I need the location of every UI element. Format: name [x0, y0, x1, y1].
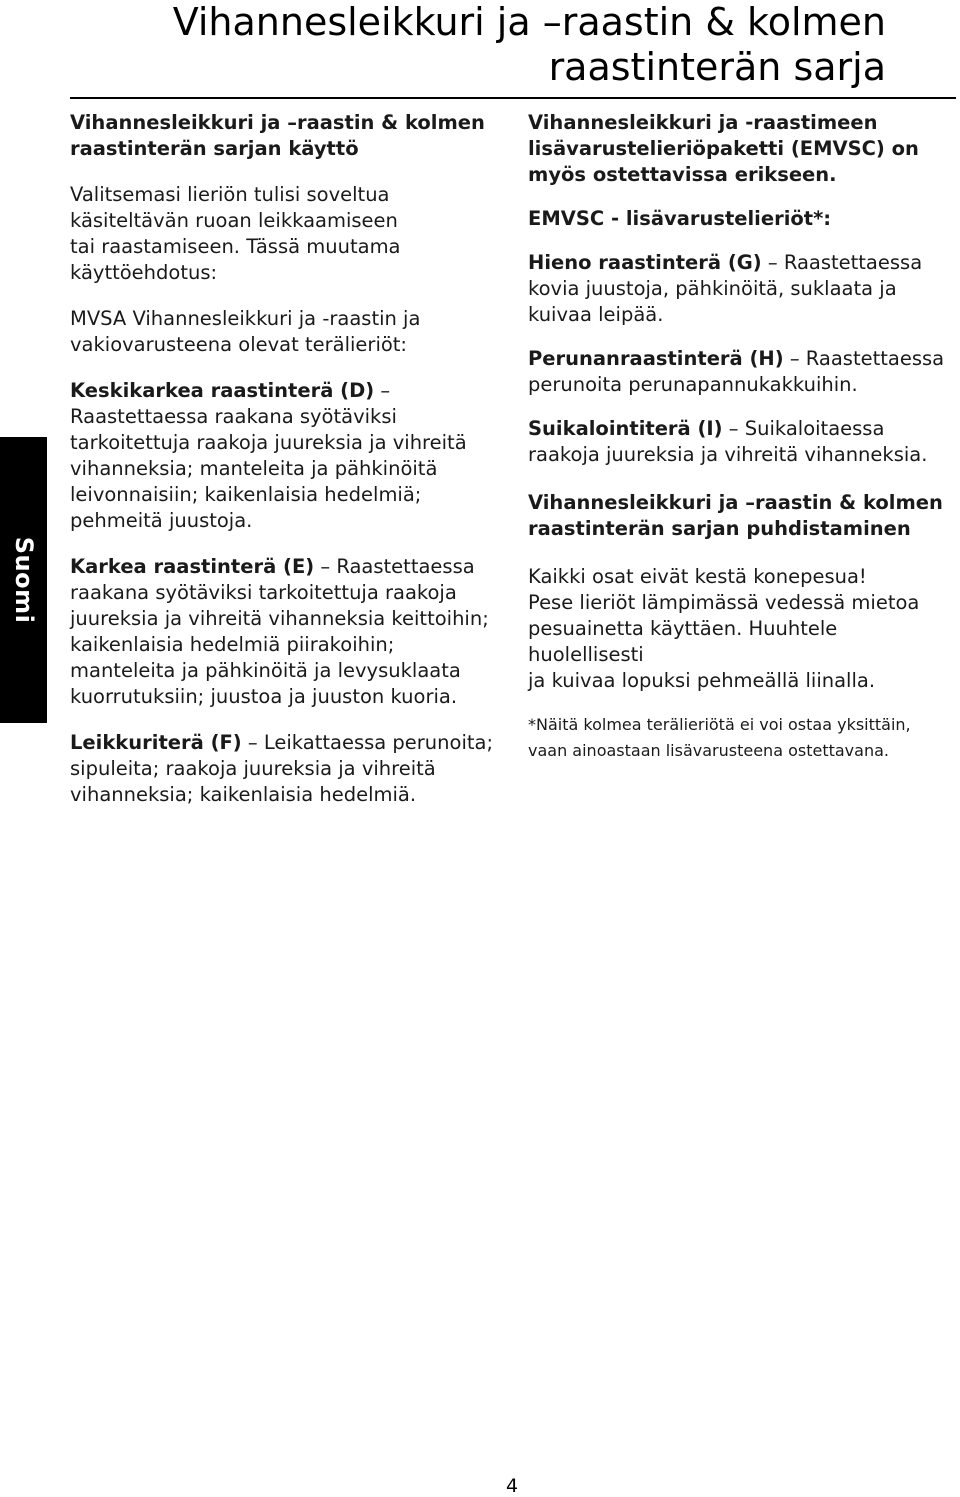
cleaning-line: Pese lieriöt lämpimässä vedessä mietoa — [528, 591, 920, 614]
blade-e-line: juureksia ja vihreitä vihanneksia keittoihin; — [70, 607, 489, 630]
intro-line: käyttöehdotus: — [70, 261, 218, 284]
blade-g-line: kuivaa leipää. — [528, 303, 664, 326]
intro-line: Valitsemasi lieriön tulisi soveltua — [70, 183, 390, 206]
left-column — [70, 110, 500, 808]
usage-heading — [70, 110, 500, 162]
cleaning-heading-line: raastinterän sarjan puhdistaminen — [528, 517, 911, 540]
blade-e-line: kaikenlaisia hedelmiä piirakoihin; — [70, 633, 395, 656]
blade-f-intro: – Leikattaessa perunoita; — [241, 731, 494, 754]
blade-e-name: Karkea raastinterä (E) — [70, 555, 315, 578]
title-divider — [70, 97, 956, 99]
intro-paragraph — [70, 182, 500, 286]
right-column — [528, 110, 958, 764]
cleaning-heading — [528, 490, 958, 542]
emvsc-intro-line: lisävarustelieriöpaketti (EMVSC) on — [528, 137, 919, 160]
cleaning-line: Kaikki osat eivät kestä konepesua! — [528, 565, 867, 588]
blade-i-line: raakoja juureksia ja vihreitä vihanneksia. — [528, 443, 928, 466]
blade-f-description — [70, 730, 500, 808]
blade-e-intro: – Raastettaessa — [314, 555, 475, 578]
blade-f-line: vihanneksia; kaikenlaisia hedelmiä. — [70, 783, 417, 806]
blade-i-intro: – Suikaloitaessa — [722, 417, 885, 440]
page-title-line-2: raastinterän sarja — [548, 45, 886, 89]
blade-i-name: Suikalointiterä (I) — [528, 417, 723, 440]
usage-heading-line-1: Vihannesleikkuri ja –raastin & kolmen — [70, 111, 485, 134]
blade-g-name: Hieno raastinterä (G) — [528, 251, 762, 274]
footnote-line: *Näitä kolmea terälieriötä ei voi ostaa yksittäin, — [528, 715, 911, 734]
mvsa-heading — [70, 306, 500, 358]
page-number: 4 — [505, 1475, 519, 1497]
blade-d-line: Raastettaessa raakana syötäviksi — [70, 405, 397, 428]
blade-g-intro: – Raastettaessa — [761, 251, 923, 274]
blade-d-description — [70, 378, 500, 534]
emvsc-heading: EMVSC - lisävarustelieriöt*: — [528, 207, 832, 230]
blade-i-description — [528, 416, 958, 468]
mvsa-heading-line: MVSA Vihannesleikkuri ja -raastin ja — [70, 307, 421, 330]
blade-f-name: Leikkuriterä (F) — [70, 731, 242, 754]
cleaning-instructions — [528, 564, 958, 694]
blade-h-name: Perunanraastinterä (H) — [528, 347, 784, 370]
blade-d-line: pehmeitä juustoja. — [70, 509, 253, 532]
blade-h-intro: – Raastettaessa — [783, 347, 945, 370]
blade-d-line: vihanneksia; manteleita ja pähkinöitä — [70, 457, 438, 480]
mvsa-heading-line: vakiovarusteena olevat terälieriöt: — [70, 333, 408, 356]
language-tab-label: Suomi — [9, 536, 38, 624]
blade-h-line: perunoita perunapannukakkuihin. — [528, 373, 858, 396]
footnote-line: vaan ainoastaan lisävarusteena ostettavana. — [528, 741, 889, 760]
cleaning-line: ja kuivaa lopuksi pehmeällä liinalla. — [528, 669, 876, 692]
emvsc-intro-line: myös ostettavissa erikseen. — [528, 163, 837, 186]
emvsc-intro — [528, 110, 958, 188]
blade-g-description — [528, 250, 958, 328]
page-title — [0, 0, 886, 90]
footnote — [528, 712, 958, 764]
emvsc-intro-line: Vihannesleikkuri ja -raastimeen — [528, 111, 878, 134]
blade-e-line: raakana syötäviksi tarkoitettuja raakoja — [70, 581, 457, 604]
blade-g-line: kovia juustoja, pähkinöitä, suklaata ja — [528, 277, 897, 300]
page-title-line-1: Vihannesleikkuri ja –raastin & kolmen — [172, 0, 886, 44]
intro-line: tai raastamiseen. Tässä muutama — [70, 235, 401, 258]
language-tab — [0, 437, 47, 723]
usage-heading-line-2: raastinterän sarjan käyttö — [70, 137, 359, 160]
blade-e-line: kuorrutuksiin; juustoa ja juuston kuoria. — [70, 685, 458, 708]
blade-d-line: tarkoitettuja raakoja juureksia ja vihreitä — [70, 431, 467, 454]
blade-f-line: sipuleita; raakoja juureksia ja vihreitä — [70, 757, 436, 780]
intro-line: käsiteltävän ruoan leikkaamiseen — [70, 209, 398, 232]
blade-e-line: manteleita ja pähkinöitä ja levysuklaata — [70, 659, 461, 682]
blade-d-line: leivonnaisiin; kaikenlaisia hedelmiä; — [70, 483, 422, 506]
cleaning-line: pesuainetta käyttäen. Huuhtele huolellisesti — [528, 617, 838, 666]
blade-h-description — [528, 346, 958, 398]
blade-e-description — [70, 554, 500, 710]
cleaning-heading-line: Vihannesleikkuri ja –raastin & kolmen — [528, 491, 943, 514]
blade-d-dash: – — [374, 379, 391, 402]
blade-d-name: Keskikarkea raastinterä (D) — [70, 379, 375, 402]
